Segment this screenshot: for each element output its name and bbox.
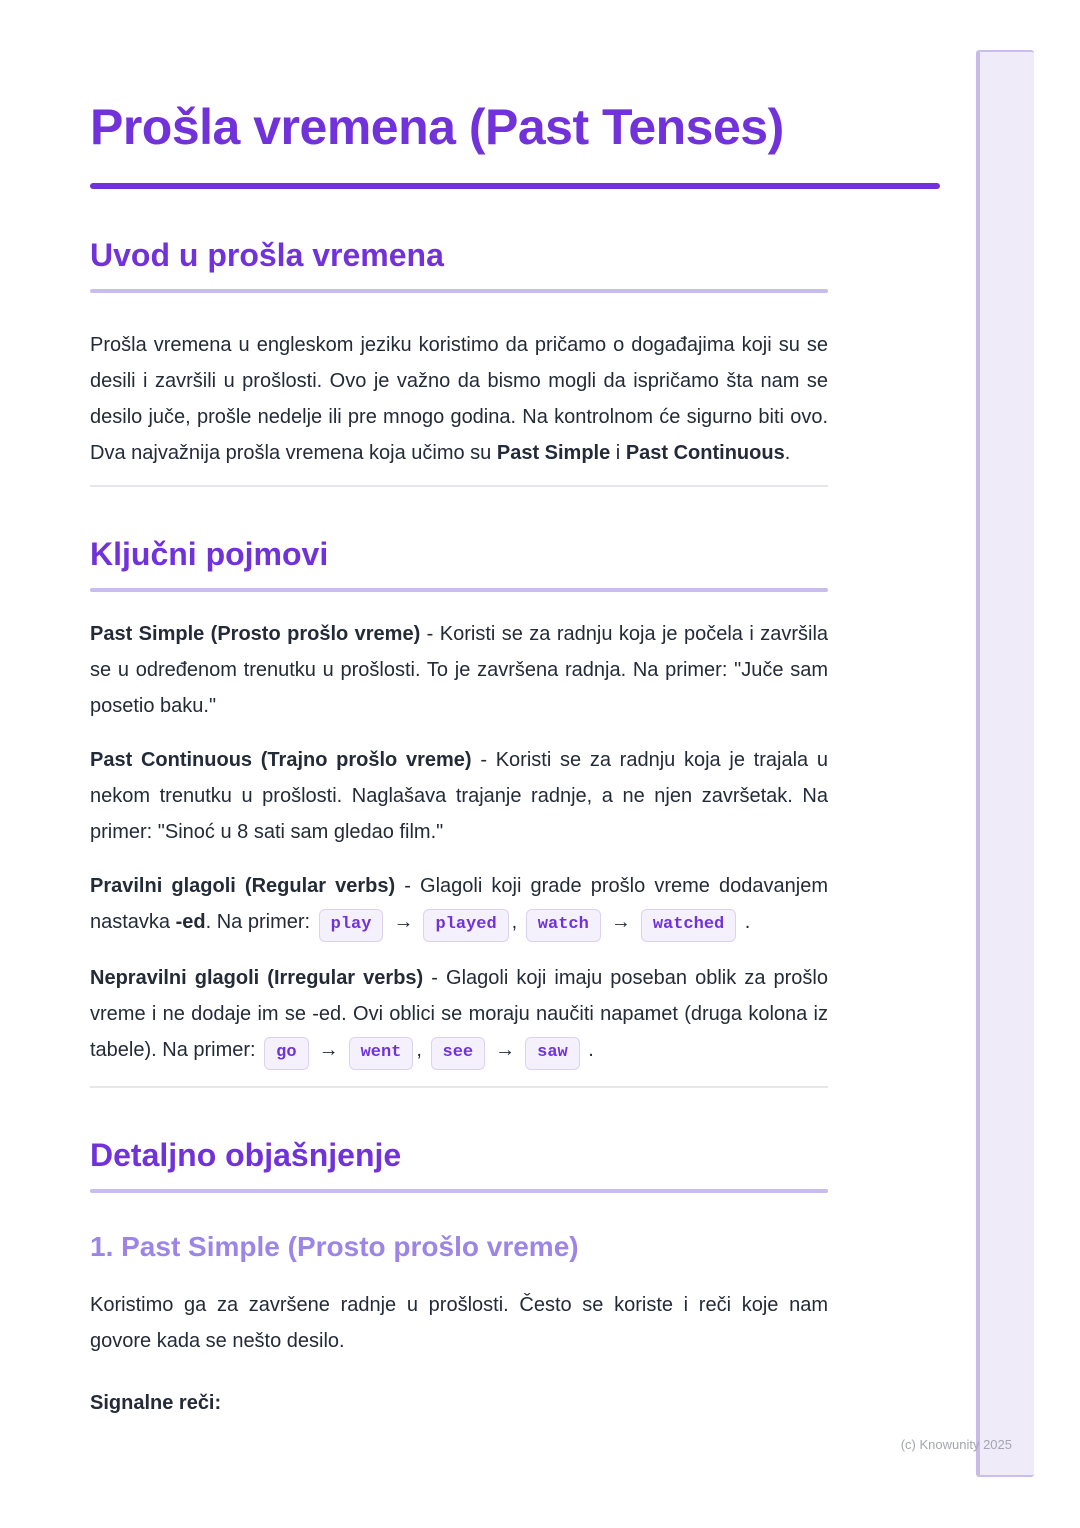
text-run: ,	[416, 1039, 428, 1061]
text-run: ,	[511, 911, 523, 933]
text-run: .	[784, 442, 791, 464]
paragraph-irregular-verbs	[90, 960, 828, 1070]
paragraph-past-simple	[90, 616, 828, 724]
section-key-terms	[90, 535, 828, 1070]
page-content	[90, 0, 940, 1421]
text-run: Koristimo ga za završene radnje u prošlosti. Često se koriste i reči koje nam govore kada se nešto desilo.	[90, 1294, 828, 1352]
heading-rule	[90, 588, 828, 592]
heading-rule	[90, 1189, 828, 1193]
code-chip: watched	[641, 909, 736, 942]
paragraph-detailed	[90, 1287, 828, 1359]
text-run: .	[739, 911, 751, 933]
text-run: Past Simple	[496, 442, 611, 464]
text-run: Prošla vremena u engleskom jeziku koristimo da pričamo o događajima koji su se desili i završili u prošlosti. Ovo je važno da bismo mogli da ispričamo šta nam se desilo juče, prošle nedelje ili pre mnogo godina. Na kontrolnom će sigurno biti ovo. Dva najvažnija prošla vremena koja učimo su	[90, 334, 828, 464]
section-detailed	[90, 1136, 828, 1421]
text-run: - Glagoli koji imaju poseban oblik za prošlo vreme i ne dodaje im se -ed. Ovi oblici se moraju naučiti napamet (druga kolona iz tabele). Na primer:	[90, 967, 828, 1061]
text-run: .	[582, 1039, 594, 1061]
section-heading-intro: Uvod u prošla vremena	[90, 237, 444, 273]
arrow-icon: →	[495, 1039, 516, 1061]
text-run: Pravilni glagoli (Regular verbs)	[90, 875, 396, 897]
text-run: Past Simple (Prosto prošlo vreme)	[90, 623, 421, 645]
subsection-heading-past-simple: 1. Past Simple (Prosto prošlo vreme)	[90, 1231, 579, 1262]
text-run: . Na primer:	[205, 911, 316, 933]
section-heading-detailed: Detaljno objašnjenje	[90, 1137, 402, 1173]
section-heading-key-terms: Ključni pojmovi	[90, 536, 329, 572]
text-run: -ed	[175, 911, 206, 933]
copyright-text: (c) Knowunity 2025	[900, 1437, 1012, 1452]
code-chip: went	[349, 1037, 414, 1070]
code-chip: see	[431, 1037, 486, 1070]
section-divider	[90, 485, 828, 487]
code-chip: watch	[526, 909, 601, 942]
text-run: i	[610, 442, 626, 464]
arrow-icon: →	[610, 911, 631, 933]
code-chip: played	[423, 909, 508, 942]
arrow-icon: →	[393, 911, 414, 933]
text-run: Nepravilni glagoli (Irregular verbs)	[90, 967, 424, 989]
section-divider	[90, 1086, 828, 1088]
next-page-edge	[976, 50, 1034, 1477]
paragraph-regular-verbs	[90, 868, 828, 942]
heading-rule	[90, 289, 828, 293]
section-intro	[90, 236, 828, 471]
text-run: Past Continuous	[625, 442, 785, 464]
text-run: - Glagoli koji grade prošlo vreme dodavanjem nastavka	[90, 875, 828, 933]
code-chip: go	[264, 1037, 308, 1070]
text-run: - Koristi se za radnju koja je počela i završila se u određenom trenutku u prošlosti. To je završena radnja. Na primer: "Juče sam posetio baku."	[90, 623, 829, 717]
arrow-icon: →	[318, 1039, 339, 1061]
text-run: - Koristi se za radnju koja je trajala u nekom trenutku u prošlosti. Naglašava trajanje radnje, a ne njen završetak. Na primer: "Sinoć u 8 sati sam gledao film."	[90, 749, 828, 843]
paragraph-intro	[90, 327, 828, 471]
page-title: Prošla vremena (Past Tenses)	[90, 99, 784, 155]
code-chip: saw	[525, 1037, 580, 1070]
signal-words-label: Signalne reči:	[90, 1392, 222, 1414]
code-chip: play	[319, 909, 384, 942]
text-run: Past Continuous (Trajno prošlo vreme)	[90, 749, 472, 771]
paragraph-past-continuous	[90, 742, 828, 850]
title-rule	[90, 183, 940, 189]
